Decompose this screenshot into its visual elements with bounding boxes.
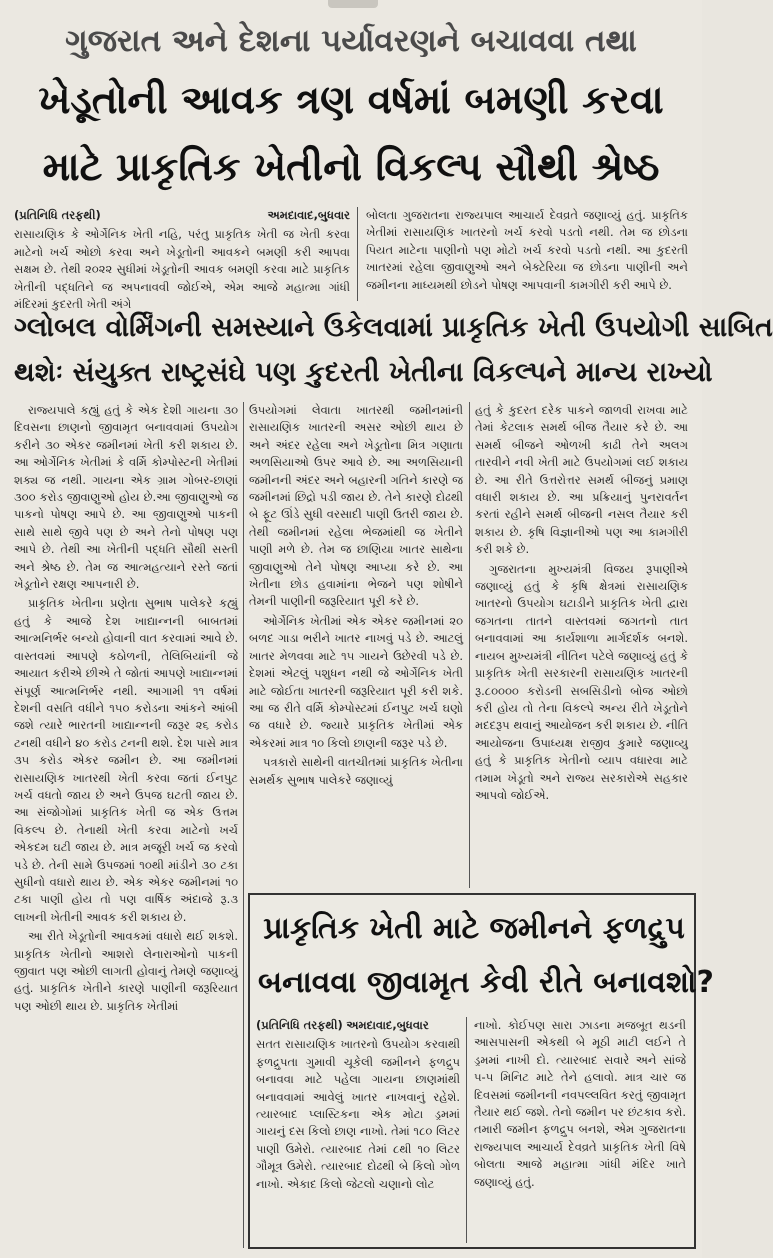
intro-left-text: રાસાયણિક કે ઓર્ગેનિક ખેતી નહિ, પરંતુ પ્રાકૃતિક ખેતી જ ખેતી કરવા માટેનો ખર્ચ ઓછો કરવા અને ખેડૂતોની આવકને બમણી કરી આપવા સક્ષમ છે. તેથી ૨૦૨૨ સુધીમાં ખેડૂતોની આવક બમણી કરવા માટે પ્રાકૃતિક ખેતીની પદ્ધતિને જ અપનાવવી જોઈએ, એમ આજે મહાત્મા ગાંધી મંદિરમાં કુદરતી ખેતી અંગે — [14, 227, 350, 312]
body-col3-para-1: હતું કે કુદરત દરેક પાકને જાળવી રાખવા માટે તેમાં કેટલાક સમર્થ બીજ તૈયાર કરે છે. આ સમર્થ બીજને ઓળખી કાઢી તેને અલગ તારવીને નવી ખેતી માટે ઉપયોગમાં લઈ શકાય છે. આ રીતે ઉત્તરોત્તર સમર્થ બીજનું પ્રમાણ વધારી શકાય છે. આ પ્રક્રિયાનું પુનરાવર્તન કરતાં રહીને સમર્થ બીજની નસલ તૈયાર કરી શકાય છે. કૃષિ વિજ્ઞાનીઓ પણ આ કામગીરી કરી શકે છે. — [475, 403, 688, 557]
intro-dateline: અમદાવાદ,બુધવાર — [267, 208, 350, 222]
intro-right-text: બોલતા ગુજરાતના રાજ્યપાલ આચાર્ય દેવવ્રતે જણાવ્યું હતું. પ્રાકૃતિક ખેતીમાં રાસાયણિક ખાતરનો ખર્ચ કરવો પડતો નથી. તેમ જ છોડના પિયત માટેના પાણીનો પણ મોટો ખર્ચ કરવો પડતો નથી. આ કુદરતી ખાતરમાં રહેલા જીવાણુઓ અને બેક્ટેરિયા જ છોડના પાણીની અને જમીનના માધ્યમથી છોડને પોષણ આપવાની કામગીરી કરી આપે છે. — [366, 208, 688, 292]
headline-line-1: ખેડૂતોની આવક ત્રણ વર્ષમાં બમણી કરવા — [38, 78, 664, 123]
box-title-line-2: બનાવવા જીવામૃત કેવી રીતે બનાવશો? — [258, 965, 714, 1000]
body-column-1 — [14, 402, 238, 1248]
box-title-line-1: પ્રાકૃતિક ખેતી માટે જમીનને ફળદ્રુપ — [263, 911, 685, 946]
box-left-text: સતત રાસાયણિક ખાતરનો ઉપયોગ કરવાથી ફળદ્રુપતા ગુમાવી ચૂકેલી જમીનને ફળદ્રુપ બનાવવા માટે પહેલા ગાયના છાણમાંથી બનાવવામાં આવેલું ખાતર નાખવાનું રહેશે. ત્યારબાદ પ્લાસ્ટિકના એક મોટા ડ્રમમાં ગાયનું દસ કિલો છાણ નાખો. તેમાં ૧૮૦ લિટર પાણી ઉમેરો. ત્યારબાદ તેમાં ૮થી ૧૦ લિટર ગૌમૂત્ર ઉમેરો. ત્યારબાદ દોઢથી બે કિલો ગોળ નાખો. એકાદ કિલો જેટલો ચણાનો લોટ — [256, 1037, 460, 1191]
intro-right-column — [366, 207, 688, 303]
page-top-mark — [328, 0, 378, 8]
subheadline-line-1: ગ્લોબલ વોર્મિંગની સમસ્યાને ઉકેલવામાં પ્રાકૃતિક ખેતી ઉપયોગી સાબિત — [14, 312, 773, 343]
body-column-3 — [475, 402, 688, 888]
box-column-divider — [466, 1017, 467, 1243]
body-column-2 — [249, 402, 463, 888]
box-right-column — [474, 1017, 686, 1243]
subheadline-line-2: થશેઃ સંયુક્ત રાષ્ટ્રસંઘે પણ કુદરતી ખેતીના વિકલ્પને માન્ય રાખ્યો — [14, 357, 713, 388]
body-divider-1 — [243, 402, 244, 1248]
body-col2-para-1: ઉપયોગમાં લેવાતા ખાતરથી જમીનમાંની રાસાયણિક ખાતરની અસર ઓછી થાય છે અને અંદર રહેલા અને ખેડૂતોના મિત્ર ગણાતા અળસિયાઓ ઉપર આવે છે. આ અળસિયાની જમીનની અંદર અને બહારની ગતિને કારણે જ જમીનમાં છિદ્રો પડી જાય છે. તેને કારણે દોઢથી બે ફૂટ ઊંડે સુધી વરસાદી પાણી ઉતરી જાય છે. તેથી જમીનમાં રહેલા ભેજમાંથી જ ખેતીને પાણી મળે છે. તેમ જ છાણિયા ખાતર સાથેના જીવાણુઓ તેને પોષણ આપ્યા કરે છે. આ ખેતીના છોડ હવામાંના ભેજને પણ શોષીને તેમની પાણીની જરૂરિયાત પૂરી કરે છે. — [249, 403, 463, 609]
headline-line-2: માટે પ્રાકૃતિક ખેતીનો વિકલ્પ સૌથી શ્રેષ્ઠ — [42, 145, 660, 190]
body-divider-2 — [469, 402, 470, 888]
box-right-text: નાખો. કોઈપણ સારા ઝાડના મજબૂત થડની આસપાસની એકથી બે મૂઠી માટી લઈને તે ડ્રમમાં નાખી દો. ત્યારબાદ સવારે અને સાંજે ૫-૫ મિનિટ માટે તેને હલાવો. માત્ર ચાર જ દિવસમાં જમીનની નવપલ્લવિત કરતું જીવામૃત તૈયાર થઈ જશે. તેનો જમીન પર છંટકાવ કરો. તમારી જમીન ફળદ્રુપ બનશે, એમ ગુજરાતના રાજ્યપાલ આચાર્ય દેવવ્રતે પ્રાકૃતિક ખેતી વિષે બોલતા આજે મહાત્મા ગાંધી મંદિર ખાતે જણાવ્યું હતું. — [474, 1018, 686, 1189]
headline-kicker: ગુજરાત અને દેશના પર્યાવરણને બચાવવા તથા — [65, 23, 637, 59]
intro-column-divider — [357, 207, 358, 301]
intro-byline: (પ્રતિનિધિ તરફથી) — [14, 208, 101, 222]
body-col3-para-2: ગુજરાતના મુખ્યમંત્રી વિજય રૂપાણીએ જણાવ્યું હતું કે કૃષિ ક્ષેત્રમાં રાસાયણિક ખાતરનો ઉપયોગ ઘટાડીને પ્રાકૃતિક ખેતી દ્વારા જગતના તાતને વાસ્તવમાં જગતનો તાત બનાવવામાં આ કાર્યશાળા માર્ગદર્શક બનશે. નાયબ મુખ્યમંત્રી નીતિન પટેલે જણાવ્યું હતું કે પ્રાકૃતિક ખેતી સરકારની રાસાયણિક ખાતરની રૂ.૮૦૦૦૦ કરોડની સબસિડીનો બોજ ઓછો કરી હોય તો તેના વિકલ્પે અન્ય રીતે ખેડૂતોને મદદરૂપ થવાનું આયોજન કરી શકાય છે. નીતિ આયોજના ઉપાધ્યક્ષ રાજીવ કુમારે જણાવ્યુ હતું કે પ્રાકૃતિક ખેતીનો વ્યાપ વધારવા માટે તમામ ખેડૂતો અને રાજ્ય સરકારોએ સહકાર આપવો જોઈએ. — [475, 561, 688, 802]
box-dateline: અમદાવાદ,બુધવાર — [346, 1018, 429, 1032]
box-byline: (પ્રતિનિધિ તરફથી) — [256, 1018, 343, 1032]
box-left-column — [256, 1017, 460, 1243]
body-col1-para-2: પ્રાકૃતિક ખેતીના પ્રણેતા સુભાષ પાલેકરે કહ્યું હતું કે આજે દેશ ખાદ્યાન્નની બાબતમાં આત્મનિર્ભર બન્યો હોવાની વાત કરવામાં આવે છે. વાસ્તવમાં આપણે કઠોળની, તેલિબિયાંની જે આયાત કરીએ છીએ તે જોતાં આપણે ખાદ્યાન્નમાં સંપૂર્ણ આત્મનિર્ભર નથી. આગામી ૧૧ વર્ષમાં દેશની વસતિ વધીને ૧૫૦ કરોડના આંકને આંબી જશે ત્યારે ભારતની ખાદ્યાન્નની જરૂર ૨૬ કરોડ ટનથી વધીને ૪૦ કરોડ ટનની થશે. દેશ પાસે માત્ર ૩૫ કરોડ એકર જમીન છે. આ જમીનમાં રાસાયણિક ખાતરથી ખેતી કરવા જતાં ઈનપુટ ખર્ચ વધતો જાય છે અને ઉપજ ઘટતી જાય છે. આ સંજોગોમાં પ્રાકૃતિક ખેતી જ એક ઉત્તમ વિકલ્પ છે. તેનાથી ખેતી કરવા માટેનો ખર્ચ એકદમ ઘટી જાય છે. માત્ર મજૂરી ખર્ચ જ કરવો પડે છે. તેની સામે ઉપજમાં ૧૦થી માંડીને ૩૦ ટકા સુધીનો વધારો થાય છે. એક એકર જમીનમાં ૧૦ ટકા પાણી હોય તો પણ વાર્ષિક અંદાજે રૂ.૩ લાખની ખેતીની આવક કરી શકાય છે. — [14, 596, 238, 924]
body-col2-para-2: ઓર્ગેનિક ખેતીમાં એક એકર જમીનમાં ૨૦ બળદ ગાડા ભરીને ખાતર નાખવું પડે છે. આટલું ખાતર મેળવવા માટે ૧૫ ગાયને ઉછેરવી પડે છે. દેશમાં એટલું પશુધન નથી જે ઓર્ગેનિક ખેતી માટે જોઈતા ખાતરની જરૂરિયાત પૂરી કરી શકે. આ જ રીતે વર્મિ કોમ્પોસ્ટમાં ઈનપુટ ખર્ચ ઘણો જ વધારે છે. જ્યારે પ્રાકૃતિક ખેતીમાં એક એકરમાં માત્ર ૧૦ કિલો છાણની જરૂર પડે છે. — [249, 613, 463, 750]
intro-left-column — [14, 207, 350, 312]
jivamrut-boxed-story — [248, 893, 714, 1249]
body-col1-para-3: આ રીતે ખેડૂતોની આવકમાં વધારો થઈ શકશે. પ્રાકૃતિક ખેતીનો આશરો લેનારાઓનો પાકની જીવાત પણ ઓછી લાગતી હોવાનું તેમણે જણાવ્યું હતું. પ્રાકૃતિક ખેતીને કારણે પાણીની જરૂરિયાત પણ ઓછી થાય છે. પ્રાકૃતિક ખેતીમાં — [14, 929, 238, 1013]
body-col1-para-1: રાજ્યપાલે કહ્યું હતું કે એક દેશી ગાયના ૩૦ દિવસના છાણનો જીવામૃત બનાવવામાં ઉપયોગ કરીને ૩૦ એકર જમીનમાં ખેતી કરી શકાય છે. આ ઓર્ગેનિક ખેતીમાં કે વર્મિ કોમ્પોસ્ટની ખેતીમાં શક્ય જ નથી. ગાયના એક ગ્રામ ગોબર-છાણાં ૩૦૦ કરોડ જીવાણુઓ હોય છે.આ જીવાણુઓ જ પાકનો પોષણ આપે છે. આ જીવાણુઓ પાકની સાથે સાથે જીવે પણ છે અને તેનો પોષણ પણ આપે છે. તેથી આ ખેતીની પદ્ધતિ સૌથી સસ્તી અને શ્રેષ્ઠ છે. તેમ જ આત્મહત્યાને રસ્તે જતાં ખેડૂતોને રક્ષણ આપનારી છે. — [14, 403, 238, 592]
body-col2-para-3: પત્રકારો સાથેની વાતચીતમાં પ્રાકૃતિક ખેતીના સમર્થક સુભાષ પાલેકરે જણાવ્યું — [249, 755, 463, 787]
